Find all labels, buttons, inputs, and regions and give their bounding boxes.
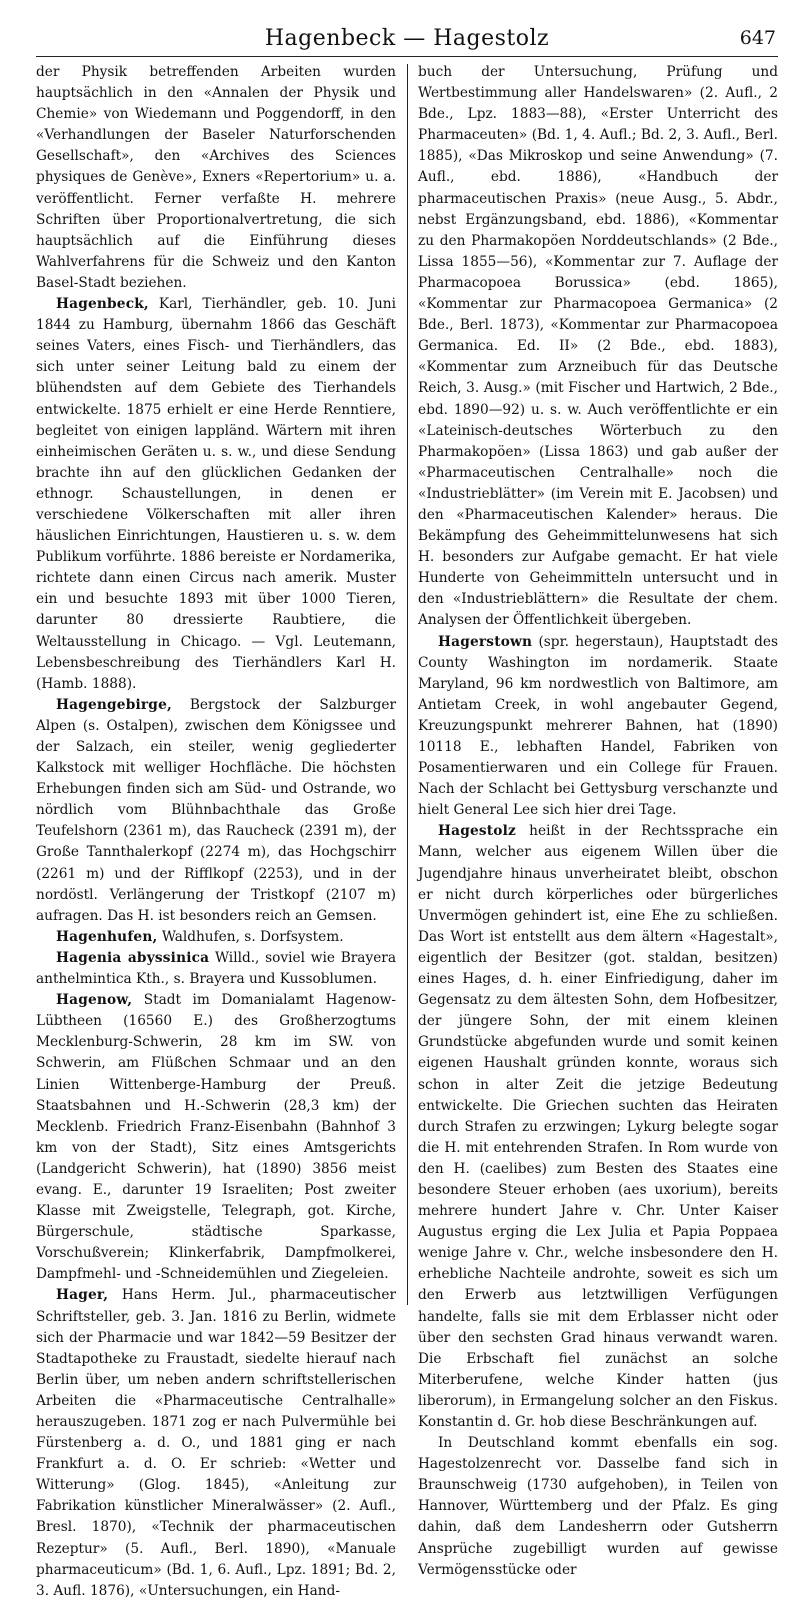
entry-text: Stadt im Domanialamt Hagenow-Lübtheen (16560 E.) des Großherzogtums Mecklenburg-Schwerin, 28 km im SW. von Schwerin, am Flüßchen Schmaar und an den Linien Wittenberge-Hamburg der Preuß. Staatsbahnen und H.-Schwerin (28,3 km) der Mecklenb. Friedrich Franz-Eisenbahn (Bahnhof 3 km von der Stadt), Sitz eines Amtsgerichts (Landgericht Schwerin), hat (1890) 3856 meist evang. E., darunter 19 Israeliten; Post zweiter Klasse mit Zweigstelle, Telegraph, got. Kirche, Bürgerschule, städtische Sparkasse, Vorschußverein; Klinkerfabrik, Dampfmolkerei, Dampfmehl- und -Schneidemühlen und Ziegeleien. [36,992,396,1283]
entry-text: buch der Untersuchung, Prüfung und Wertbestimmung aller Handelswaren» (2. Aufl., 2 Bde., Lpz. 1883—88), «Erster Unterricht des Pharmaceuten» (Bd. 1, 4. Aufl.; Bd. 2, 3. Aufl., Berl. 1885), «Das Mikroskop und seine Anwendung» (7. Aufl., ebd. 1886), «Handbuch der pharmaceutischen Praxis» (neue Ausg., 5. Abdr., nebst Ergänzungsband, ebd. 1886), «Kommentar zu den Pharmakopöen Norddeutschlands» (2 Bde., Lissa 1855—56), «Kommentar zur 7. Auflage der Pharmacopoea Borussica» (ebd. 1865), «Kommentar zur Pharmacopoea Germanica» (2 Bde., Berl. 1873), «Kommentar zur Pharmacopoea Germanica. Ed. II» (2 Bde., ebd. 1883), «Kommentar zum Arzneibuch für das Deutsche Reich, 3. Ausg.» (mit Fischer und Hartwich, 2 Bde., ebd. 1890—92) u. s. w. Auch veröffentlichte er ein «Lateinisch-deutsches Wörterbuch zu den Pharmakopöen» (Lissa 1863) und gab außer der «Pharmaceutischen Centralhalle» noch die «Industrieblätter» (im Verein mit E. Jacobsen) und den «Pharmaceutischen Kalender» heraus. Die Bekämpfung des Geheimmittelunwesens hat sich H. besonders zur Aufgabe gemacht. Er hat viele Hunderte von Geheimmitteln untersucht und in den «Industrieblättern» die Resultate der chem. Analysen der Öffentlichkeit übergeben. [418,64,778,629]
text-columns [36,62,779,1599]
entry-text: der Physik betreffenden Arbeiten wurden hauptsächlich in den «Annalen der Physik und Chemie» von Wiedemann und Poggendorff, in den «Verhandlungen der Baseler Naturforschenden Gesellschaft», den «Archives des Sciences physiques de Genève», Exners «Repertorium» u. a. veröffentlicht. Ferner verfaßte H. mehrere Schriften über Proportionalvertretung, die sich hauptsächlich auf die Einführung dieses Wahlverfahrens für die Schweiz und den Kanton Basel-Stadt beziehen. [36,64,396,291]
entry-text: Willd., soviel wie Brayera anthelmintica Kth., s. Brayera und Kussoblumen. [36,949,396,988]
page-header [36,24,778,57]
entry-text: Hans Herm. Jul., pharmaceutischer Schriftsteller, geb. 3. Jan. 1816 zu Berlin, widmete sich der Pharmacie und war 1842—59 Besitzer der Stadtapotheke zu Fraustadt, siedelte hierauf nach Berlin über, um neben andern schriftstellerischen Arbeiten die «Pharmaceutische Centralhalle» herauszugeben. 1871 zog er nach Pulvermühle bei Fürstenberg a. d. O., und 1881 ging er nach Frankfurt a. d. O. Er schrieb: «Wetter und Witterung» (Glog. 1845), «Anleitung zur Fabrikation künstlicher Mineralwässer» (2. Aufl., Bresl. 1870), «Technik der pharmaceutischen Rezeptur» (5. Aufl., Berl. 1890), «Manuale pharmaceuticum» (Bd. 1, 6. Aufl., Lpz. 1891; Bd. 2, 3. Aufl. 1876), «Untersuchungen, ein Hand- [36,1287,396,1599]
entry-text: (spr. hegerstaun), Hauptstadt des County Washington im nordamerik. Staate Maryland, 96 km nordwestlich von Baltimore, am Antietam Creek, in wohl angebauter Gegend, Kreuzungspunkt mehrerer Bahnen, hat (1890) 10118 E., lebhaften Handel, Fabriken von Posamentierwaren und ein College für Frauen. Nach der Schlacht bei Gettysburg verschanzte und hielt General Lee sich hier drei Tage. [418,633,779,819]
right-column [418,62,779,1578]
entry-headword: Hagestolz [438,823,517,840]
entry-text: In Deutschland kommt ebenfalls ein sog. Hagestolzenrecht vor. Dasselbe fand sich in Braunschweig (1730 aufgehoben), in Teilen von Hannover, Württemberg und der Pfalz. Es ging dahin, daß dem Landesherrn oder Gutsherrn Ansprüche zugebilligt wurden auf gewisse Vermögensstücke oder [418,1435,778,1578]
entry-text: Waldhufen, s. Dorfsystem. [161,928,344,945]
entry-text: heißt in der Rechtssprache ein Mann, welcher aus eigenem Willen über die Jugendjahre hinaus unverheiratet bleibt, obschon er nicht durch körperliches oder bürgerliches Unvermögen gehindert ist, eine Ehe zu schließen. Das Wort ist entstellt aus dem ältern «Hagestalt», eigentlich der Besitzer (got. staldan, besitzen) eines Hages, d. h. einer Einfriedigung, daher im Gegensatz zu dem ältesten Sohn, dem Hofbesitzer, der jüngere Sohn, der mit einem kleinen Grundstücke abgefunden wurde und somit keinen eigenen Haushalt gründen konnte, woraus sich schon in alter Zeit die jetzige Bedeutung entwickelte. Die Griechen suchten das Heiraten durch Strafen zu erzwingen; Lykurg belegte sogar die H. mit entehrenden Strafen. In Rom wurde von den H. (caelibes) zum Besten des Staates eine besondere Steuer erhoben (aes uxorium), bereits mehrere hundert Jahre v. Chr. Unter Kaiser Augustus erging die Lex Julia et Papia Poppaea wenige Jahre v. Chr., welche insbesondere den H. erhebliche Nachteile androhte, soweit es sich um den Erwerb aus letztwilligen Verfügungen handelte, falls sie mit dem Erblasser nicht oder über den sechsten Grad hinaus verwandt waren. Die Erbschaft fiel zunächst an solche Miterberufene, welche Kinder hatten (jus liberorum), in Ermangelung solcher an den Fiskus. Konstantin d. Gr. hob diese Beschränkungen auf. [418,823,778,1430]
entry-hagenow [36,990,396,1285]
entry-hager [36,1285,396,1601]
entry-headword: Hagenhufen, [56,928,158,945]
entry-headword: Hagengebirge, [56,696,172,713]
entry-headword: Hagenia abyssinica [56,949,210,966]
left-column [36,62,396,1599]
column-divider [407,64,408,1305]
entry-headword: Hagerstown [438,633,533,650]
entry-hagestolz [418,821,778,1433]
entry-hagenia [36,948,396,990]
entry-hagenhufen [36,927,396,948]
entry-text: Karl, Tierhändler, geb. 10. Juni 1844 zu Hamburg, übernahm 1866 das Geschäft seines Vaters, eines Fisch- und Tierhändlers, das sich unter seiner Leitung bald zu einem der blühendsten auf dem Gebiete des Tierhandels entwickelte. 1875 erhielt er eine Herde Renntiere, begleitet von einigen lappländ. Wärtern mit ihren einheimischen Geräten u. s. w., und diese Sendung brachte ihn auf den glücklichen Gedanken der ethnogr. Schaustellungen, in denen er verschiedene Völkerschaften mit aller ihren häuslichen Einrichtungen, Haustieren u. s. w. dem Publikum vorführte. 1886 bereiste er Nordamerika, richtete dann einen Circus nach amerik. Muster ein und besuchte 1893 mit über 1000 Tieren, darunter 80 dressierte Raubtiere, die Weltausstellung in Chicago. — Vgl. Leutemann, Lebensbeschreibung des Tierhändlers Karl H. (Hamb. 1888). [36,296,396,692]
entry-hagenbeck [36,294,396,695]
entry-headword: Hager, [56,1287,109,1304]
page-number: 647 [739,27,776,49]
entry-headword: Hagenow, [56,992,133,1009]
entry-headword: Hagenbeck, [56,296,149,313]
entry-continuation [36,62,396,294]
entry-text: Bergstock der Salzburger Alpen (s. Ostalpen), zwischen dem Königssee und der Salzach, ein steiler, wenig gegliederter Kalkstock mit welliger Hochfläche. Die höchsten Erhebungen finden sich am Süd- und Ostrande, wo nördlich vom Blühnbachthale das Große Teufelshorn (2361 m), das Raucheck (2391 m), der Große Tannthalerkopf (2274 m), das Hochgschirr (2261 m) und der Rifflkopf (2253), und in der nordöstl. Verlängerung der Tristkopf (2107 m) aufragen. Das H. ist besonders reich an Gemsen. [36,696,396,924]
running-title: Hagenbeck — Hagestolz [264,26,550,51]
entry-continuation [418,62,778,632]
entry-paragraph [418,1433,778,1581]
entry-hagengebirge [36,695,396,927]
entry-hagerstown [418,632,778,822]
